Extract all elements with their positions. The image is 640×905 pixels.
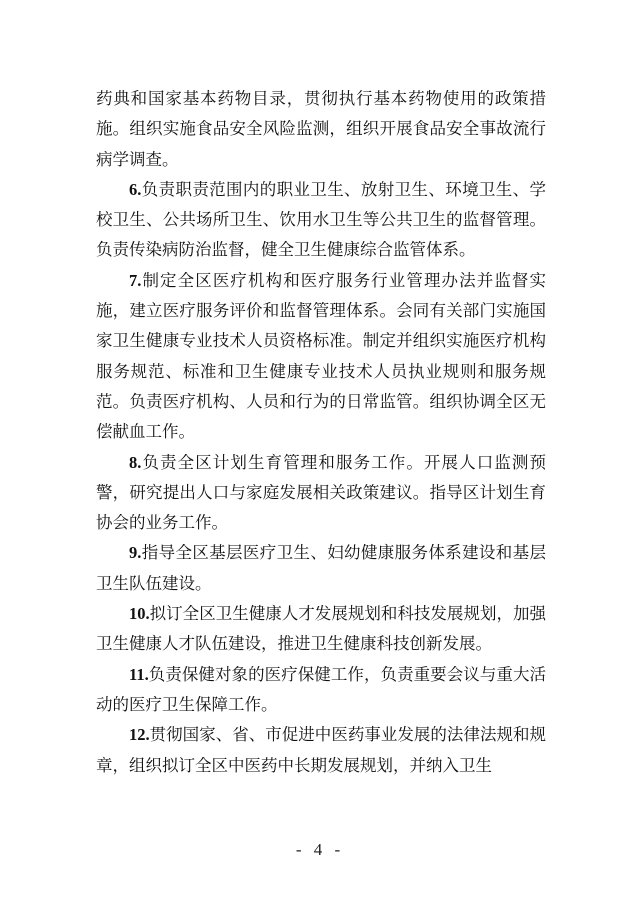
paragraph-item-7 [96, 266, 546, 448]
item-number: 6. [129, 179, 142, 199]
item-number: 12. [129, 725, 150, 745]
item-number: 9. [129, 543, 142, 563]
paragraph-item-8 [96, 448, 546, 539]
paragraph-text: 负责保健对象的医疗保健工作，负责重要会议与重大活动的医疗卫生保障工作。 [96, 664, 546, 714]
paragraph-text: 制定全区医疗机构和医疗服务行业管理办法并监督实施，建立医疗服务评价和监督管理体系。会同有关部门实施国家卫生健康专业技术人员资格标准。制定并组织实施医疗机构服务规范、标准和卫生健康专业技术人员执业规则和服务规范。负责医疗机构、人员和行为的日常监管。组织协调全区无偿献血工作。 [96, 270, 546, 442]
paragraph-item-12 [96, 720, 546, 781]
paragraph-item-6 [96, 175, 546, 266]
paragraph-item-10 [96, 599, 546, 660]
paragraph-continuation [96, 84, 546, 175]
paragraph-text: 拟订全区卫生健康人才发展规划和科技发展规划，加强卫生健康人才队伍建设，推进卫生健康科技创新发展。 [96, 604, 546, 654]
paragraph-text: 药典和国家基本药物目录，贯彻执行基本药物使用的政策措施。组织实施食品安全风险监测，组织开展食品安全事故流行病学调查。 [96, 89, 546, 169]
paragraph-text: 负责全区计划生育管理和服务工作。开展人口监测预警，研究提出人口与家庭发展相关政策建议。指导区计划生育协会的业务工作。 [96, 452, 546, 533]
item-number: 11. [129, 664, 149, 684]
paragraph-item-11 [96, 660, 546, 721]
paragraph-text: 负责职责范围内的职业卫生、放射卫生、环境卫生、学校卫生、公共场所卫生、饮用水卫生等公共卫生的监督管理。负责传染病防治监督，健全卫生健康综合监管体系。 [96, 179, 546, 260]
page-number: - 4 - [295, 840, 345, 859]
paragraph-item-9 [96, 538, 546, 599]
body-text [96, 84, 546, 781]
item-number: 10. [129, 604, 150, 624]
item-number: 8. [129, 452, 142, 472]
item-number: 7. [129, 270, 142, 290]
paragraph-text: 指导全区基层医疗卫生、妇幼健康服务体系建设和基层卫生队伍建设。 [96, 543, 546, 593]
paragraph-text: 贯彻国家、省、市促进中医药事业发展的法律法规和规章，组织拟订全区中医药中长期发展规划，并纳入卫生 [96, 725, 546, 775]
